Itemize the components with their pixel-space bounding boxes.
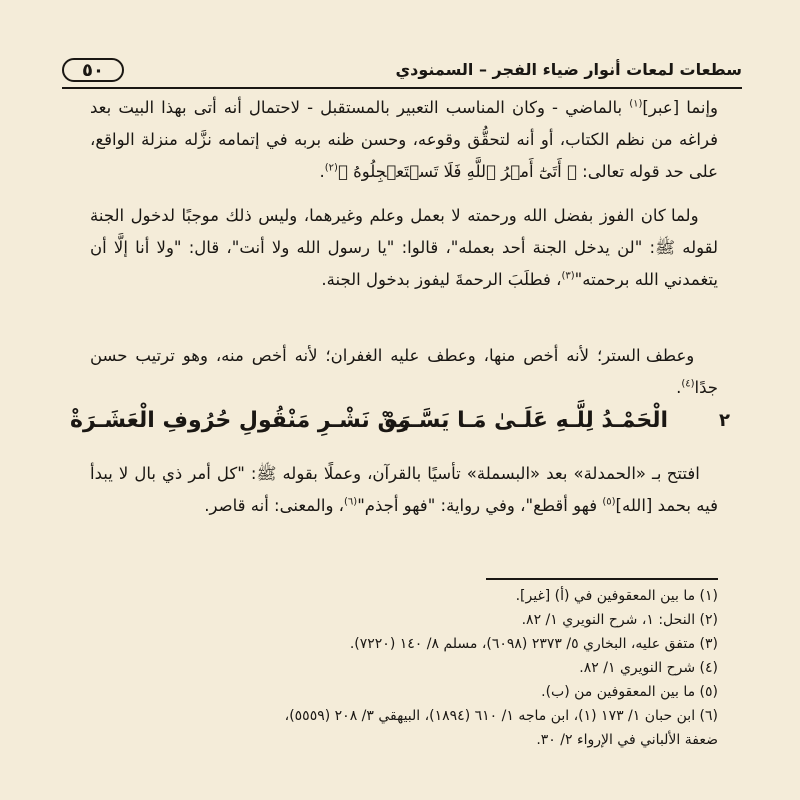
footnote-ref-3[interactable]: (٣)	[561, 270, 575, 282]
verse-hemistich-1: الْحَمْـدُ لِلَّـهِ عَلَـىٰ مَـا يَسَّـرَهْ	[384, 408, 668, 433]
footnote-ref-1[interactable]: (١)	[629, 98, 643, 110]
paragraph-1-text-a: وإنما [عبر]	[642, 98, 719, 117]
footnote-5: (٥) ما بين المعقوفين من (ب).	[541, 684, 718, 700]
footnote-6	[78, 704, 718, 752]
footnote-6-continuation: ضعفة الألباني في الإرواء ٢/ ٣٠.	[536, 732, 718, 748]
running-title: سطعات لمعات أنوار ضياء الفجر – السمنودي	[395, 60, 742, 79]
paragraph-2	[90, 200, 718, 296]
paragraph-3-text-a: وعطف الستر؛ لأنه أخص منها، وعطف عليه الغفران؛ لأنه أخص منه، وهو ترتيب حسن جدًا	[90, 346, 718, 397]
paragraph-4-text-c: ، والمعنى: أنه قاصر.	[204, 496, 344, 515]
paragraph-2-text-b: ، فطلَبَ الرحمةَ ليفوز بدخول الجنة.	[321, 270, 562, 289]
footnotes-list	[78, 584, 718, 752]
header-rule	[62, 87, 742, 89]
poem-verse	[70, 408, 730, 444]
footnote-4: (٤) شرح النويري ١/ ٨٢.	[579, 660, 718, 676]
verse-number: ٢	[719, 410, 730, 431]
page-header	[62, 56, 742, 88]
paragraph-1	[90, 92, 718, 188]
paragraph-2-text-a: ولما كان الفوز بفضل الله ورحمته لا بعمل وعلم وغيرهما، وليس ذلك موجبًا لدخول الجنة لقوله ﷺ: "لن يدخل الجنة أحد بعمله"، قالوا: "يا رسول الله ولا أنت"، قال: "ولا أنا إلَّا أن يتغمدني الله برحمته"	[90, 206, 718, 289]
paragraph-1-text-c: .	[319, 162, 325, 181]
paragraph-3-text-b: .	[676, 378, 682, 397]
footnote-ref-6[interactable]: (٦)	[344, 496, 358, 508]
footnote-2: (٢) النحل: ١، شرح النويري ١/ ٨٢.	[521, 612, 718, 628]
paragraph-1-text-b: بالماضي - وكان المناسب التعبير بالمستقبل - لاحتمال أنه أتى بهذا البيت بعد فراغه من نظم الكتاب، أو أنه لتحقُّق وقوعه، وحسن ظنه بربه في إتمامه نزَّله منزلة الواقع، على حد قوله تعالى: ﴿ أَتَىٰٓ أَمۡرُ ٱللَّهِ فَلَا تَسۡتَعۡجِلُوهُ ﴾	[90, 98, 718, 181]
footnote-6-text: (٦) ابن حبان ١/ ١٧٣ (١)، ابن ماجه ١/ ٦١٠ (١٨٩٤)، البيهقي ٣/ ٢٠٨ (٥٥٥٩)،	[284, 708, 718, 724]
footnote-ref-4[interactable]: (٤)	[681, 378, 695, 390]
footnote-3: (٣) متفق عليه، البخاري ٥/ ٢٣٧٣ (٦٠٩٨)، مسلم ٨/ ١٤٠ (٧٢٢٠).	[349, 636, 718, 652]
footnote-separator	[486, 578, 718, 580]
footnote-ref-2[interactable]: (٢)	[324, 162, 338, 174]
footnote-ref-5[interactable]: (٥)	[602, 496, 616, 508]
footnote-1: (١) ما بين المعقوفين في (أ) [غير].	[515, 588, 718, 604]
paragraph-4-text-a: افتتح بـ «الحمدلة» بعد «البسملة» تأسيًا بالقرآن، وعملًا بقوله ﷺ: "كل أمر ذي بال لا يبدأ فيه بحمد [الله]	[90, 464, 718, 515]
page-number: ٥٠	[62, 58, 124, 82]
paragraph-4	[90, 458, 718, 522]
paragraph-3	[90, 340, 718, 404]
verse-hemistich-2: مِنْ نَشْـرِ مَنْقُولِ حُرُوفِ الْعَشَـرَةْ	[70, 408, 411, 433]
paragraph-4-text-b: فهو أقطع"، وفي رواية: "فهو أجذم"	[357, 496, 603, 515]
